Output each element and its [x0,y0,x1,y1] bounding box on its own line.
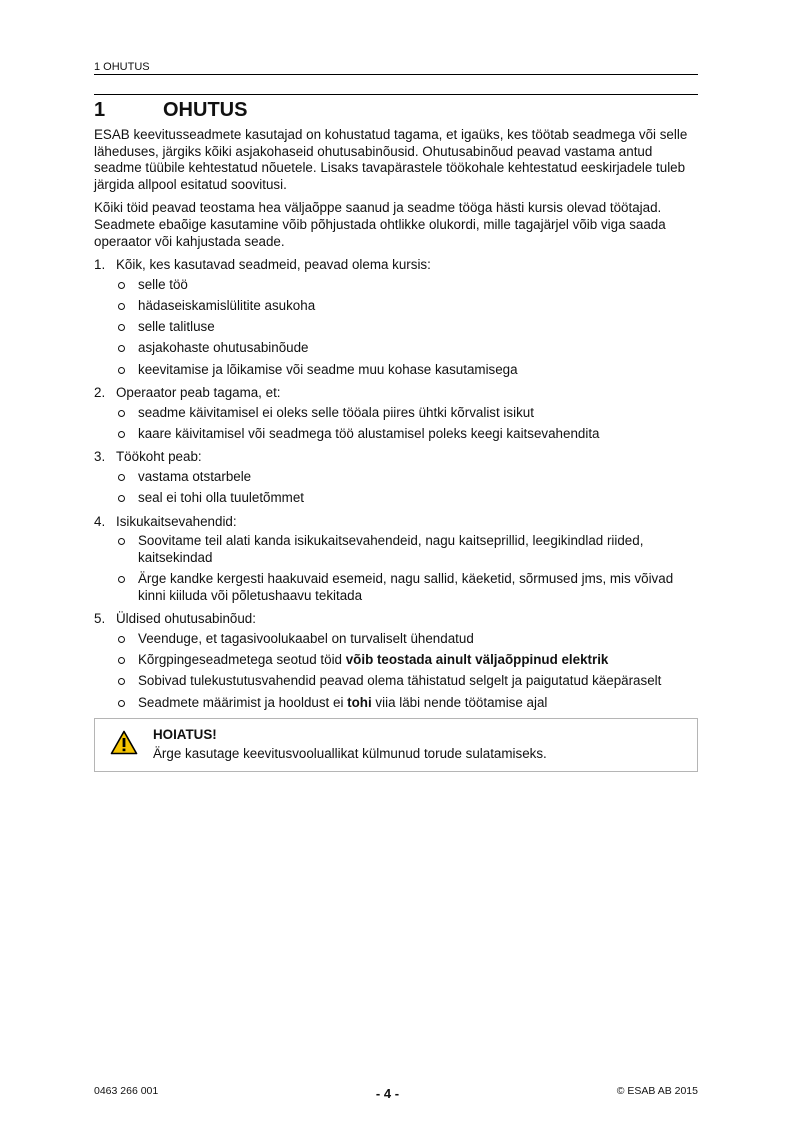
sub-list-item: selle talitluse [116,319,698,336]
list-label: Töökoht peab: [116,449,202,465]
chapter-title: OHUTUS [163,99,248,121]
bullet-icon [118,345,125,352]
bullet-icon [118,657,125,664]
sub-list-item: Soovitame teil alati kanda isikukaitsevahendeid, nagu kaitseprillid, leegikindlad riided, kaitsekindad [116,533,698,566]
bullet-icon [118,431,125,438]
sub-list [116,631,698,711]
copyright: © ESAB AB 2015 [616,1085,698,1097]
bullet-icon [118,538,125,545]
warning-title: HOIATUS! [153,727,217,743]
warning-triangle-icon [110,730,138,755]
sub-list-item: Sobivad tulekustutusvahendid peavad olema tähistatud selgelt ja paigutatud käepäraselt [116,673,698,690]
list-item [94,257,698,378]
bullet-icon [118,495,125,502]
sub-list-item: seadme käivitamisel ei oleks selle tööala piires ühtki kõrvalist isikut [116,405,698,422]
page-footer [94,1085,698,1100]
sub-list [116,277,698,378]
sub-list-item: seal ei tohi olla tuuletõmmet [116,490,698,507]
list-label: Kõik, kes kasutavad seadmeid, peavad olema kursis: [116,257,431,273]
list-label: Operaator peab tagama, et: [116,385,281,401]
doc-number: 0463 266 001 [94,1085,159,1097]
sub-list-item: Seadmete määrimist ja hooldust ei tohi viia läbi nende töötamise ajal [116,695,698,712]
list-label: Üldised ohutusabinõud: [116,611,256,627]
bullet-icon [118,367,125,374]
chapter-heading [94,94,698,122]
warning-text: Ärge kasutage keevitusvooluallikat külmunud torude sulatamiseks. [153,745,547,761]
bullet-icon [118,324,125,331]
bullet-icon [118,636,125,643]
list-number: 3. [94,449,106,465]
bullet-icon [118,678,125,685]
warning-body [153,727,547,762]
sub-list-item: keevitamise ja lõikamise või seadme muu kohase kasutamisega [116,362,698,379]
sub-list-item: hädaseiskamislülitite asukoha [116,298,698,315]
bullet-icon [118,410,125,417]
sub-list [116,405,698,443]
sub-list-item: selle töö [116,277,698,294]
running-header: 1 OHUTUS [94,61,698,75]
chapter-number: 1 [94,99,106,121]
bullet-icon [118,576,125,583]
list-number: 1. [94,257,106,273]
intro-paragraph-2: Kõiki töid peavad teostama hea väljaõppe saanud ja seadme tööga hästi kursis olevad töötajad. Seadmete ebaõige kasutamine võib põhjustada ohtlikke olukordi, mille tagajärjel võib viga saada operaator või kahjustada seade. [94,200,666,249]
safety-list [94,257,698,711]
page-content [94,127,698,772]
page-number: - 4 - [375,1086,400,1101]
sub-list-item: vastama otstarbele [116,469,698,486]
sub-list-item: Veenduge, et tagasivoolukaabel on turvaliselt ühendatud [116,631,698,648]
sub-list-item: Ärge kandke kergesti haakuvaid esemeid, nagu sallid, käeketid, sõrmused jms, mis võivad kinni kiiluda või põletushaavu tekitada [116,571,698,604]
sub-list [116,533,698,604]
bullet-icon [118,474,125,481]
warning-box [94,718,698,772]
bullet-icon [118,700,125,707]
sub-list-item: kaare käivitamisel või seadmega töö alustamisel poleks keegi kaitsevahendita [116,426,698,443]
list-number: 4. [94,513,106,529]
list-item [94,611,698,711]
sub-list-item: Kõrgpingeseadmetega seotud töid võib teostada ainult väljaõppinud elektrik [116,652,698,669]
list-item [94,514,698,605]
list-number: 2. [94,385,106,401]
intro-paragraph-1: ESAB keevitusseadmete kasutajad on kohustatud tagama, et igaüks, kes töötab seadmega või selle läheduses, järgiks kõiki asjakohaseid ohutusabinõusid. Ohutusabinõud peavad vastama antud seadme tüübile kehtestatud nõuetele. Lisaks tavapärastele töökohale kehtestatud eeskirjadele tuleb järgida allpool esitatud soovitusi. [94,127,688,192]
bullet-icon [118,282,125,289]
sub-list [116,469,698,507]
list-item [94,385,698,442]
sub-list-item: asjakohaste ohutusabinõude [116,340,698,357]
list-label: Isikukaitsevahendid: [116,513,237,529]
list-item [94,449,698,506]
bullet-icon [118,303,125,310]
list-number: 5. [94,611,106,627]
